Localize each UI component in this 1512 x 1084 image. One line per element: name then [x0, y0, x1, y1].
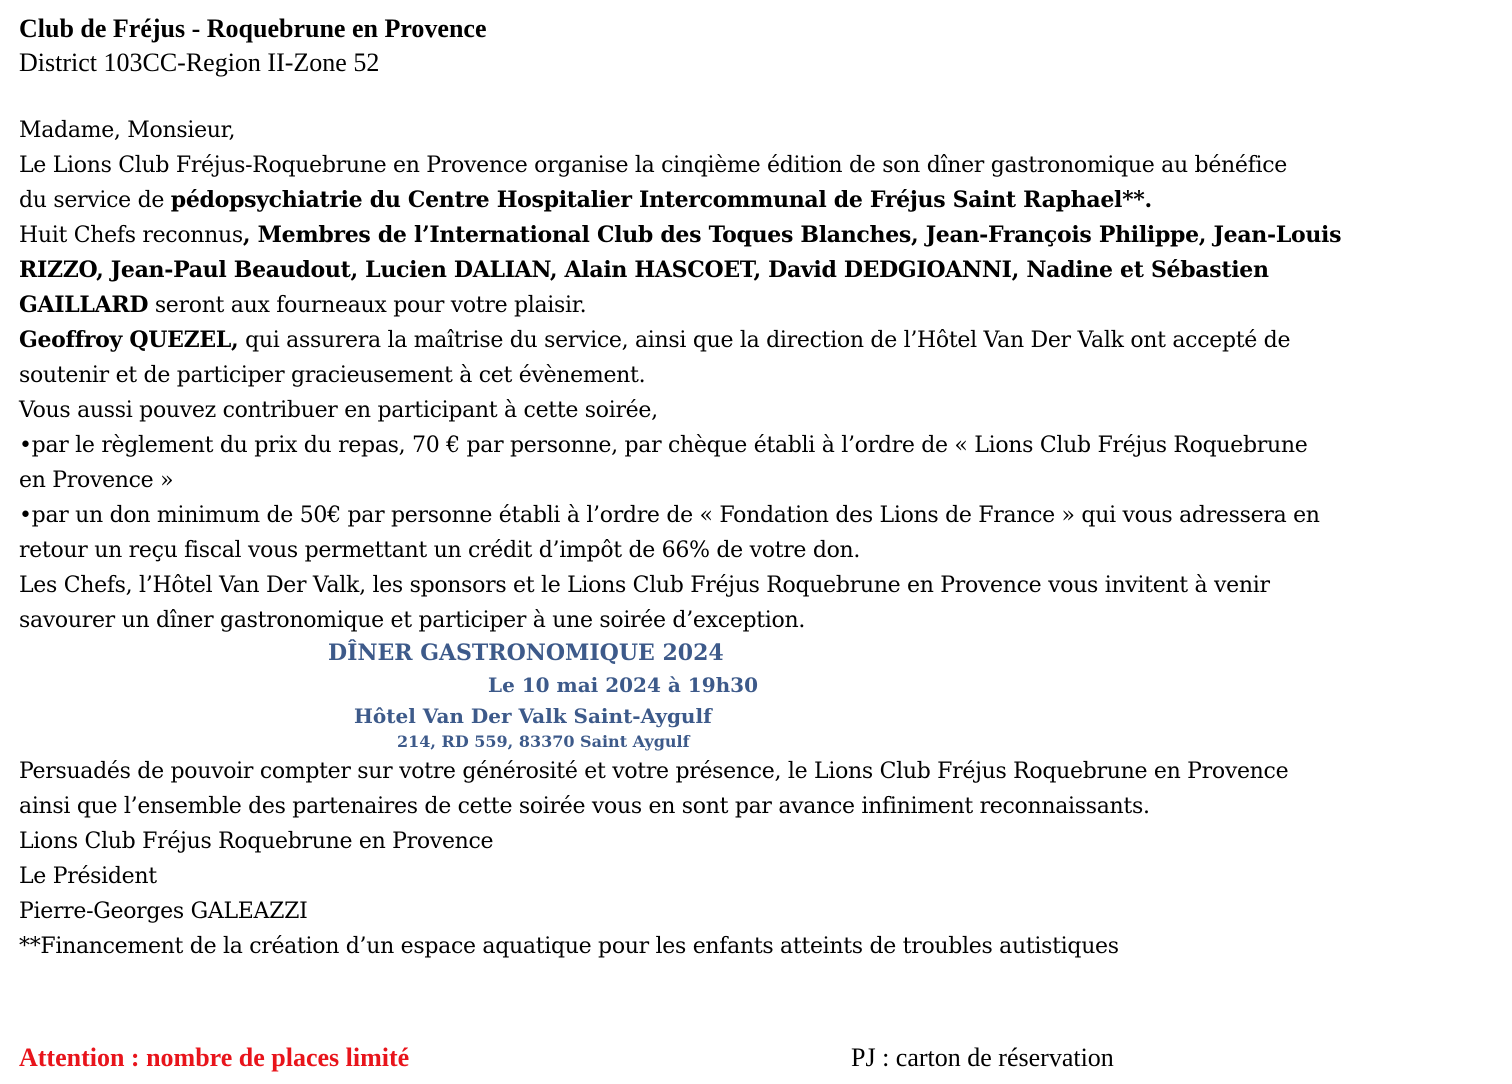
attention-notice: Attention : nombre de places limité [19, 1043, 410, 1072]
paragraph-service-line-1 [19, 323, 1499, 358]
letter-page [19, 14, 1499, 964]
paragraph-invite-line-2: savourer un dîner gastronomique et participer à une soirée d’exception. [19, 608, 806, 633]
footer [19, 1040, 1499, 1076]
event-title: DÎNER GASTRONOMIQUE 2024 [328, 640, 724, 666]
attachment-note: PJ : carton de réservation [851, 1043, 1114, 1072]
event-venue: Hôtel Van Der Valk Saint-Aygulf [354, 704, 712, 728]
bullet-donation-line-1: •par un don minimum de 50€ par personne établi à l’ordre de « Fondation des Lions de France » qui vous adressera en [19, 503, 1320, 528]
paragraph-contribute: Vous aussi pouvez contribuer en participant à cette soirée, [19, 398, 658, 423]
footnote: **Financement de la création d’un espace aquatique pour les enfants atteints de troubles autistiques [19, 934, 1119, 959]
paragraph-intro-line-1: Le Lions Club Fréjus-Roquebrune en Provence organise la cinqième édition de son dîner gastronomique au bénéfice [19, 153, 1287, 178]
bullet-payment-line-2: en Provence » [19, 468, 174, 493]
paragraph-intro-line-2 [19, 183, 1499, 218]
letter-body [19, 113, 1499, 638]
chefs-prefix: Huit Chefs reconnus [19, 223, 243, 248]
chefs-names-1: , Membres de l’International Club des Toques Blanches, Jean-François Philippe, Jean-Louis [242, 222, 1342, 248]
service-manager: Geoffroy QUEZEL, [19, 327, 239, 353]
paragraph-thanks-line-2: ainsi que l’ensemble des partenaires de cette soirée vous en sont par avance infiniment reconnaissants. [19, 794, 1150, 819]
signature-org: Lions Club Fréjus Roquebrune en Provence [19, 829, 494, 854]
bullet-donation-line-2: retour un reçu fiscal vous permettant un crédit d’impôt de 66% de votre don. [19, 538, 861, 563]
beneficiary: pédopsychiatrie du Centre Hospitalier Intercommunal de Fréjus Saint Raphael**. [170, 187, 1152, 213]
event-date: Le 10 mai 2024 à 19h30 [488, 673, 758, 697]
paragraph-thanks-line-1: Persuadés de pouvoir compter sur votre générosité et votre présence, le Lions Club Fréjus Roquebrune en Provence [19, 759, 1289, 784]
event-block [19, 638, 1499, 754]
chefs-suffix: seront aux fourneaux pour votre plaisir. [148, 293, 587, 318]
club-name: Club de Fréjus - Roquebrune en Provence [19, 14, 487, 43]
chefs-names-2: RIZZO, Jean-Paul Beaudout, Lucien DALIAN, Alain HASCOET, David DEDGIOANNI, Nadine et Sébastien [19, 257, 1269, 283]
event-address: 214, RD 559, 83370 Saint Aygulf [397, 732, 690, 751]
district-line: District 103CC-Region II-Zone 52 [19, 48, 380, 77]
bullet-payment-line-1: •par le règlement du prix du repas, 70 € par personne, par chèque établi à l’ordre de « Lions Club Fréjus Roquebrune [19, 433, 1308, 458]
spacer [19, 82, 1499, 113]
paragraph-chefs-line-3 [19, 288, 1499, 323]
closing-block [19, 754, 1499, 964]
paragraph-chefs-line-1 [19, 218, 1499, 253]
signature-role: Le Président [19, 864, 157, 889]
chefs-names-3: GAILLARD [19, 292, 149, 318]
paragraph-invite-line-1: Les Chefs, l’Hôtel Van Der Valk, les sponsors et le Lions Club Fréjus Roquebrune en Provence vous invitent à venir [19, 573, 1270, 598]
signature-name: Pierre-Georges GALEAZZI [19, 899, 308, 924]
service-rest: qui assurera la maîtrise du service, ainsi que la direction de l’Hôtel Van Der Valk ont accepté de [238, 328, 1291, 353]
salutation: Madame, Monsieur, [19, 118, 236, 143]
intro-prefix: du service de [19, 188, 171, 213]
paragraph-service-line-2: soutenir et de participer gracieusement à cet évènement. [19, 363, 646, 388]
